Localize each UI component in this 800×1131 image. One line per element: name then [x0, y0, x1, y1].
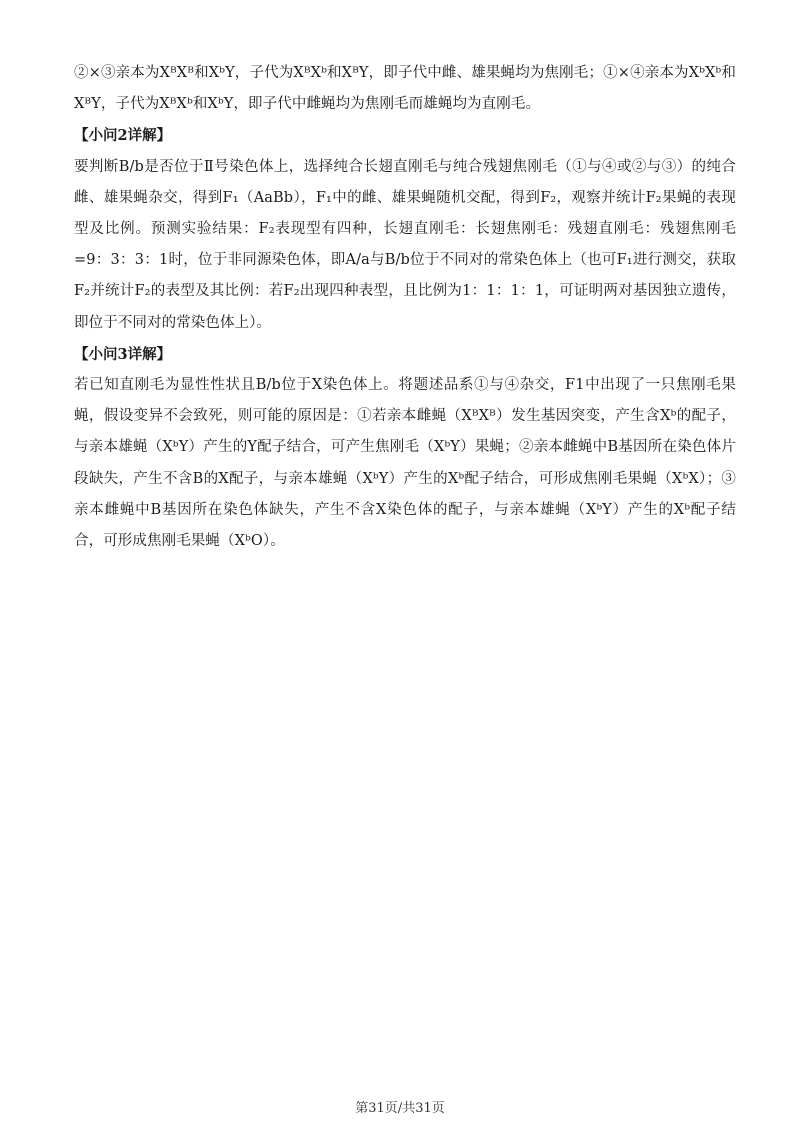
paragraph-question-2-explanation: 要判断B/b是否位于Ⅱ号染色体上，选择纯合长翅直刚毛与纯合残翅焦刚毛（①与④或②与③）的纯合雌、雄果蝇杂交，得到F₁（AaBb），F₁中的雌、雄果蝇随机交配，得到F₂，观察并统计F₂果蝇的表现型及比例。预测实验结果：F₂表现型有四种，长翅直刚毛：长翅焦刚毛：残翅直刚毛：残翅焦刚毛=9：3：3：1时，位于非同源染色体，即A/a与B/b位于不同对的常染色体上（也可F₁进行测交，获取F₂并统计F₂的表型及其比例：若F₂出现四种表型，且比例为1：1：1：1，可证明两对基因独立遗传，即位于不同对的常染色体上）。: [74, 158, 736, 331]
paragraph-inheritance-cross: ②×③亲本为XᴮXᴮ和XᵇY，子代为XᴮXᵇ和XᴮY，即子代中雌、雄果蝇均为焦刚毛；①×④亲本为XᵇXᵇ和XᴮY，子代为XᴮXᵇ和XᵇY，即子代中雌蝇均为焦刚毛而雄蝇均为直刚毛。: [74, 65, 736, 113]
document-body: [74, 58, 736, 557]
heading-question-2: 【小问2详解】: [74, 127, 172, 145]
page-number-footer: 第31页/共31页: [355, 1101, 445, 1116]
paragraph-question-3-explanation: 若已知直刚毛为显性性状且B/b位于X染色体上。将题述品系①与④杂交，F1中出现了一只焦刚毛果蝇，假设变异不会致死，则可能的原因是：①若亲本雌蝇（XᴮXᴮ）发生基因突变，产生含Xᵇ的配子，与亲本雄蝇（XᵇY）产生的Y配子结合，可产生焦刚毛（XᵇY）果蝇；②亲本雌蝇中B基因所在染色体片段缺失，产生不含B的X配子，与亲本雄蝇（XᵇY）产生的Xᵇ配子结合，可形成焦刚毛果蝇（XᵇX）；③亲本雌蝇中B基因所在染色体缺失，产生不含X染色体的配子，与亲本雄蝇（XᵇY）产生的Xᵇ配子结合，可形成焦刚毛果蝇（XᵇO）。: [74, 377, 736, 550]
heading-question-3: 【小问3详解】: [74, 345, 172, 363]
